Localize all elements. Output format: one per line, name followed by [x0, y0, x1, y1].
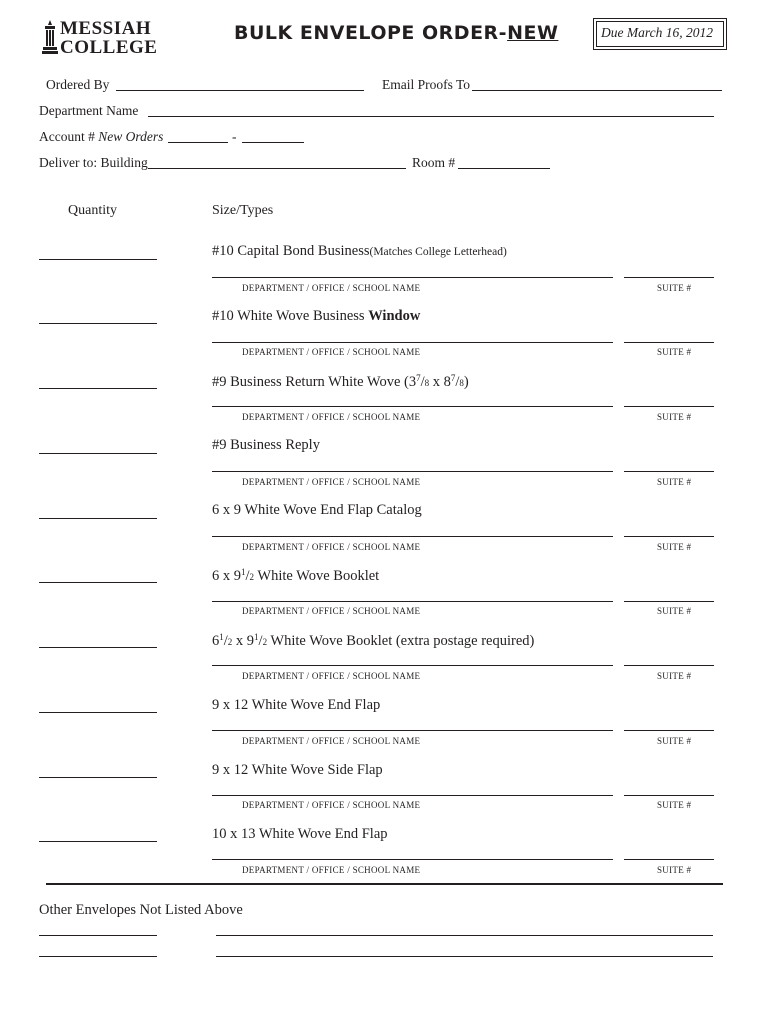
item-name-c: ) — [463, 374, 469, 390]
logo-line-2: COLLEGE — [60, 37, 158, 58]
college-logo — [40, 18, 170, 58]
quantity-field[interactable] — [39, 323, 157, 324]
college-seal-icon — [42, 20, 58, 56]
quantity-field[interactable] — [39, 712, 157, 713]
item-type — [212, 762, 383, 779]
item-name-a: 6 x 9 — [212, 568, 241, 584]
suite-field[interactable] — [624, 730, 714, 731]
ordered-by-label: Ordered By — [46, 77, 110, 92]
account-dash: - — [232, 129, 237, 144]
ordered-by-field[interactable] — [116, 90, 364, 91]
department-label: DEPARTMENT / OFFICE / SCHOOL NAME — [242, 412, 421, 422]
suite-label: SUITE # — [657, 412, 692, 422]
suite-label: SUITE # — [657, 736, 692, 746]
item-type — [212, 697, 380, 714]
suite-label: SUITE # — [657, 477, 692, 487]
department-name-label: Department Name — [39, 103, 139, 118]
fraction-denominator: 2 — [249, 572, 255, 582]
fraction-numerator: 1 — [254, 632, 259, 642]
fraction-denominator: 8 — [459, 378, 464, 388]
email-proofs-label: Email Proofs To — [382, 77, 471, 92]
item-type — [212, 437, 320, 454]
item-name: #10 White Wove Business — [212, 308, 369, 324]
title-new: NEW — [507, 22, 559, 44]
suite-field[interactable] — [624, 471, 714, 472]
fraction-numerator: 7 — [450, 373, 456, 383]
suite-field[interactable] — [624, 342, 714, 343]
department-label: DEPARTMENT / OFFICE / SCHOOL NAME — [242, 865, 421, 875]
account-field-2[interactable] — [242, 142, 304, 143]
other-description-field-2[interactable] — [216, 956, 713, 957]
size-types-heading: Size/Types — [212, 203, 274, 218]
suite-label: SUITE # — [657, 800, 692, 810]
deliver-to-label: Deliver to: Building — [39, 155, 148, 170]
account-label — [39, 129, 163, 145]
suite-field[interactable] — [624, 859, 714, 860]
department-label: DEPARTMENT / OFFICE / SCHOOL NAME — [242, 347, 421, 357]
quantity-field[interactable] — [39, 259, 157, 260]
item-note: (Matches College Letterhead) — [369, 246, 507, 258]
department-label: DEPARTMENT / OFFICE / SCHOOL NAME — [242, 736, 421, 746]
department-label: DEPARTMENT / OFFICE / SCHOOL NAME — [242, 671, 421, 681]
quantity-field[interactable] — [39, 388, 157, 389]
item-type — [212, 243, 507, 260]
suite-label: SUITE # — [657, 671, 692, 681]
item-type: 6 x $9^1/2$ White Wove Booklet — [212, 567, 380, 584]
quantity-field[interactable] — [39, 777, 157, 778]
suite-field[interactable] — [624, 536, 714, 537]
department-label: DEPARTMENT / OFFICE / SCHOOL NAME — [242, 283, 421, 293]
department-office-field[interactable] — [212, 730, 613, 731]
department-office-field[interactable] — [212, 665, 613, 666]
item-name: 9 x 12 White Wove Side Flap — [212, 762, 383, 778]
suite-field[interactable] — [624, 795, 714, 796]
suite-label: SUITE # — [657, 606, 692, 616]
department-office-field[interactable] — [212, 406, 613, 407]
due-date-text: Due March 16, 2012 — [601, 25, 713, 40]
quantity-heading: Quantity — [68, 203, 117, 218]
email-proofs-field[interactable] — [472, 90, 722, 91]
suite-field[interactable] — [624, 406, 714, 407]
item-name-c: White Wove Booklet (extra postage required) — [267, 633, 535, 649]
department-label: DEPARTMENT / OFFICE / SCHOOL NAME — [242, 606, 421, 616]
other-quantity-field-1[interactable] — [39, 935, 157, 936]
department-label: DEPARTMENT / OFFICE / SCHOOL NAME — [242, 477, 421, 487]
item-type — [212, 826, 388, 843]
other-quantity-field-2[interactable] — [39, 956, 157, 957]
account-field-1[interactable] — [168, 142, 228, 143]
suite-field[interactable] — [624, 601, 714, 602]
quantity-field[interactable] — [39, 518, 157, 519]
title-text: BULK ENVELOPE ORDER- — [234, 22, 508, 44]
fraction-numerator: 7 — [416, 373, 421, 383]
item-name: #10 Capital Bond Business — [212, 243, 370, 259]
quantity-field[interactable] — [39, 453, 157, 454]
fraction-denominator: 2 — [227, 637, 233, 647]
department-office-field[interactable] — [212, 795, 613, 796]
suite-label: SUITE # — [657, 865, 692, 875]
account-new-orders: New Orders — [98, 129, 164, 144]
suite-field[interactable] — [624, 665, 714, 666]
quantity-field[interactable] — [39, 647, 157, 648]
department-office-field[interactable] — [212, 471, 613, 472]
item-name-b: White Wove Booklet — [254, 568, 380, 584]
suite-label: SUITE # — [657, 542, 692, 552]
section-divider — [46, 883, 723, 885]
suite-label: SUITE # — [657, 283, 692, 293]
item-name-a: #9 Business Return White Wove (3 — [212, 374, 417, 390]
fraction-numerator: 1 — [219, 632, 224, 642]
item-name-bold: Window — [368, 308, 421, 324]
item-name: #9 Business Reply — [212, 437, 320, 453]
department-label: DEPARTMENT / OFFICE / SCHOOL NAME — [242, 542, 421, 552]
item-type: $6^1/2$ x $9^1/2$ White Wove Booklet (extra postage required) — [212, 632, 535, 649]
item-type — [212, 502, 422, 519]
account-prefix: Account # — [39, 129, 99, 144]
suite-label: SUITE # — [657, 347, 692, 357]
item-name-b: x 8 — [429, 374, 451, 390]
item-name-b: x 9 — [232, 633, 255, 649]
item-name: 10 x 13 White Wove End Flap — [212, 826, 388, 842]
suite-field[interactable] — [624, 277, 714, 278]
fraction-denominator: 8 — [424, 378, 430, 388]
item-type — [212, 308, 420, 325]
quantity-field[interactable] — [39, 582, 157, 583]
item-name-a: 6 — [212, 633, 220, 649]
department-office-field[interactable] — [212, 277, 613, 278]
department-office-field[interactable] — [212, 859, 613, 860]
other-envelopes-heading: Other Envelopes Not Listed Above — [39, 902, 243, 918]
department-label: DEPARTMENT / OFFICE / SCHOOL NAME — [242, 800, 421, 810]
item-name: 9 x 12 White Wove End Flap — [212, 697, 381, 713]
logo-line-1: MESSIAH — [60, 18, 152, 39]
item-type: #9 Business Return White Wove ($3^7/8$ x $8^7/8$) — [212, 373, 469, 390]
page-title — [234, 22, 558, 44]
building-field[interactable] — [148, 168, 406, 169]
item-name: 6 x 9 White Wove End Flap Catalog — [212, 502, 422, 518]
fraction-denominator: 2 — [262, 637, 268, 647]
department-office-field[interactable] — [212, 601, 613, 602]
fraction-numerator: 1 — [241, 567, 246, 577]
room-label: Room # — [412, 155, 456, 170]
other-description-field-1[interactable] — [216, 935, 713, 936]
department-office-field[interactable] — [212, 342, 613, 343]
department-office-field[interactable] — [212, 536, 613, 537]
department-name-field[interactable] — [148, 116, 714, 117]
quantity-field[interactable] — [39, 841, 157, 842]
room-field[interactable] — [458, 168, 550, 169]
